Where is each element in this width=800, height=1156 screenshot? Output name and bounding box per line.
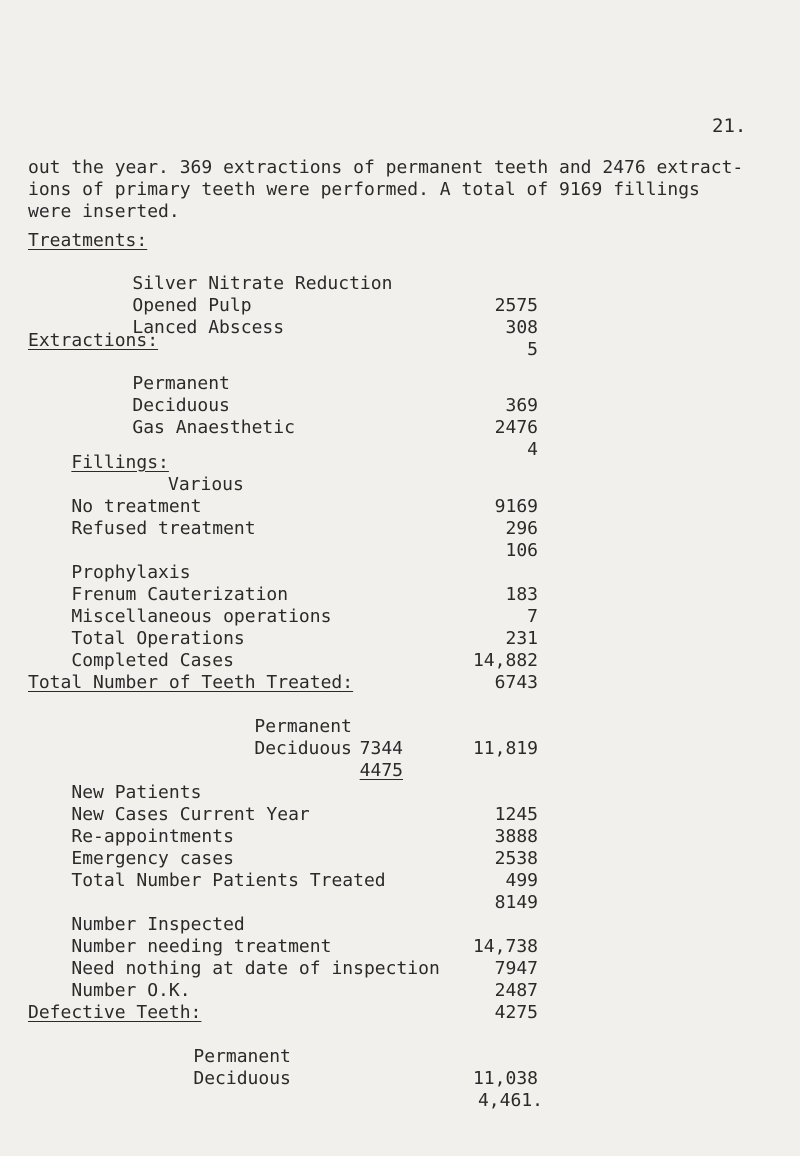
item-value: 296	[505, 518, 538, 539]
item-label: Total Number Patients Treated	[71, 870, 386, 891]
item-value: 369	[505, 395, 538, 416]
intro-line: ions of primary teeth were performed. A total of 9169 fillings	[28, 179, 700, 200]
item-value: 499	[505, 870, 538, 891]
item-value: 231	[505, 628, 538, 649]
item-value: 4	[527, 439, 538, 460]
item-label: Emergency cases	[71, 848, 234, 869]
item-label: Various	[168, 474, 244, 495]
item-value: 1245	[494, 804, 538, 825]
item-label: Permanent	[254, 716, 352, 737]
item-label: Frenum Cauterization	[71, 584, 289, 605]
item-value: 4275	[494, 1002, 538, 1023]
item-label: Deciduous	[254, 738, 352, 759]
item-value: 11,038	[472, 1068, 538, 1089]
item-value: 7344	[359, 738, 403, 759]
item-label: No treatment	[71, 496, 202, 517]
item-value: 4,461.	[477, 1090, 543, 1111]
teeth-treated-total: 11,819	[472, 738, 538, 759]
item-value: 106	[505, 540, 538, 561]
item-label: Deciduous	[132, 395, 230, 416]
item-value: 7947	[494, 958, 538, 979]
item-value: 14,882	[472, 650, 538, 671]
item-value: 2476	[494, 417, 538, 438]
item-label: Miscellaneous operations	[71, 606, 332, 627]
item-label: Number Inspected	[71, 914, 245, 935]
list-item	[150, 1046, 543, 1134]
item-label: Total Operations	[71, 628, 245, 649]
item-value: 308	[505, 317, 538, 338]
item-value: 4475	[359, 760, 403, 781]
extractions-heading: Extractions:	[28, 330, 159, 351]
item-label: Prophylaxis	[71, 562, 191, 583]
item-label: Deciduous	[193, 1068, 291, 1089]
item-label: Opened Pulp	[132, 295, 252, 316]
item-value: 2538	[494, 848, 538, 869]
fillings-heading: Fillings:	[71, 452, 169, 473]
defective-teeth-heading: Defective Teeth:	[28, 1002, 202, 1023]
item-label: Refused treatment	[71, 518, 256, 539]
item-value: 183	[505, 584, 538, 605]
item-label: New Patients	[71, 782, 202, 803]
item-value: 2487	[494, 980, 538, 1001]
page-number: 21.	[712, 115, 747, 137]
item-label: Silver Nitrate Reduction	[132, 273, 393, 294]
item-label: Completed Cases	[71, 650, 234, 671]
intro-line: were inserted.	[28, 201, 180, 222]
teeth-treated-heading: Total Number of Teeth Treated:	[28, 672, 354, 693]
item-label: Gas Anaesthetic	[132, 417, 295, 438]
item-value: 6743	[494, 672, 538, 693]
item-label: Need nothing at date of inspection	[71, 958, 440, 979]
intro-paragraph	[28, 157, 798, 223]
item-label: Permanent	[193, 1046, 291, 1067]
item-label: Permanent	[132, 373, 230, 394]
item-value: 5	[527, 339, 538, 360]
item-value: 2575	[494, 295, 538, 316]
item-label: Lanced Abscess	[132, 317, 285, 338]
item-value: 14,738	[472, 936, 538, 957]
item-value: 3888	[494, 826, 538, 847]
item-label: Number O.K.	[71, 980, 191, 1001]
item-label: New Cases Current Year	[71, 804, 310, 825]
item-value: 9169	[494, 496, 538, 517]
item-label: Number needing treatment	[71, 936, 332, 957]
item-value: 7	[527, 606, 538, 627]
item-label: Re-appointments	[71, 826, 234, 847]
treatments-heading: Treatments:	[28, 230, 148, 251]
item-value: 8149	[494, 892, 538, 913]
intro-line: out the year. 369 extractions of permanent teeth and 2476 extract-	[28, 157, 744, 178]
